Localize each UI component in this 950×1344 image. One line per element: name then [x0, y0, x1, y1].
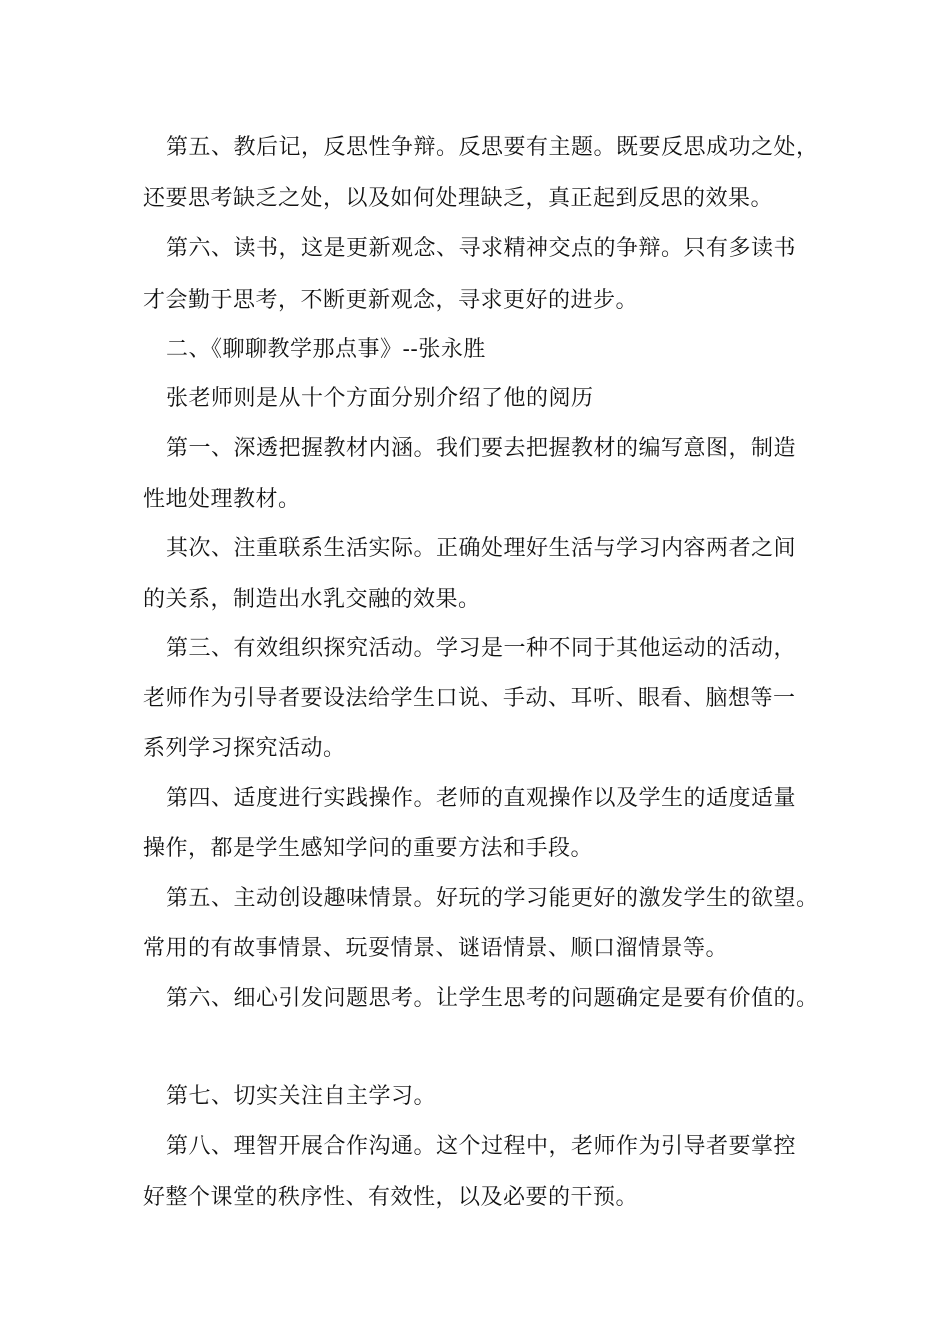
paragraph-line: 张老师则是从十个方面分别介绍了他的阅历 [166, 386, 594, 411]
paragraph-line: 第三、有效组织探究活动。学习是一种不同于其他运动的活动， [166, 636, 797, 661]
paragraph-line: 第一、深透把握教材内涵。我们要去把握教材的编写意图，制造 [166, 436, 797, 461]
paragraph-line: 第八、理智开展合作沟通。这个过程中，老师作为引导者要掌控 [166, 1134, 797, 1159]
paragraph-line: 系列学习探究活动。 [143, 736, 346, 761]
paragraph-line: 第五、主动创设趣味情景。好玩的学习能更好的激发学生的欲望。 [166, 886, 819, 911]
paragraph-line: 的关系，制造出水乳交融的效果。 [143, 587, 481, 612]
paragraph-line: 第六、细心引发问题思考。让学生思考的问题确定是要有价值的。 [166, 986, 819, 1011]
paragraph-line: 第七、切实关注自主学习。 [166, 1084, 437, 1109]
paragraph-line: 第五、教后记，反思性争辩。反思要有主题。既要反思成功之处， [166, 135, 819, 160]
section-heading: 二、《聊聊教学那点事》--张永胜 [166, 337, 486, 362]
paragraph-line: 其次、注重联系生活实际。正确处理好生活与学习内容两者之间 [166, 536, 797, 561]
paragraph-line: 第四、适度进行实践操作。老师的直观操作以及学生的适度适量 [166, 786, 797, 811]
paragraph-line: 还要思考缺乏之处，以及如何处理缺乏，真正起到反思的效果。 [143, 186, 774, 211]
paragraph-line: 第六、读书，这是更新观念、寻求精神交点的争辩。只有多读书 [166, 236, 797, 261]
paragraph-line: 性地处理教材。 [143, 487, 301, 512]
paragraph-line: 常用的有故事情景、玩耍情景、谜语情景、顺口溜情景等。 [143, 936, 729, 961]
paragraph-line: 老师作为引导者要设法给学生口说、手动、耳听、眼看、脑想等一 [143, 686, 796, 711]
paragraph-line: 操作，都是学生感知学问的重要方法和手段。 [143, 836, 594, 861]
paragraph-line: 好整个课堂的秩序性、有效性，以及必要的干预。 [143, 1185, 639, 1210]
paragraph-line: 才会勤于思考，不断更新观念，寻求更好的进步。 [143, 288, 639, 313]
